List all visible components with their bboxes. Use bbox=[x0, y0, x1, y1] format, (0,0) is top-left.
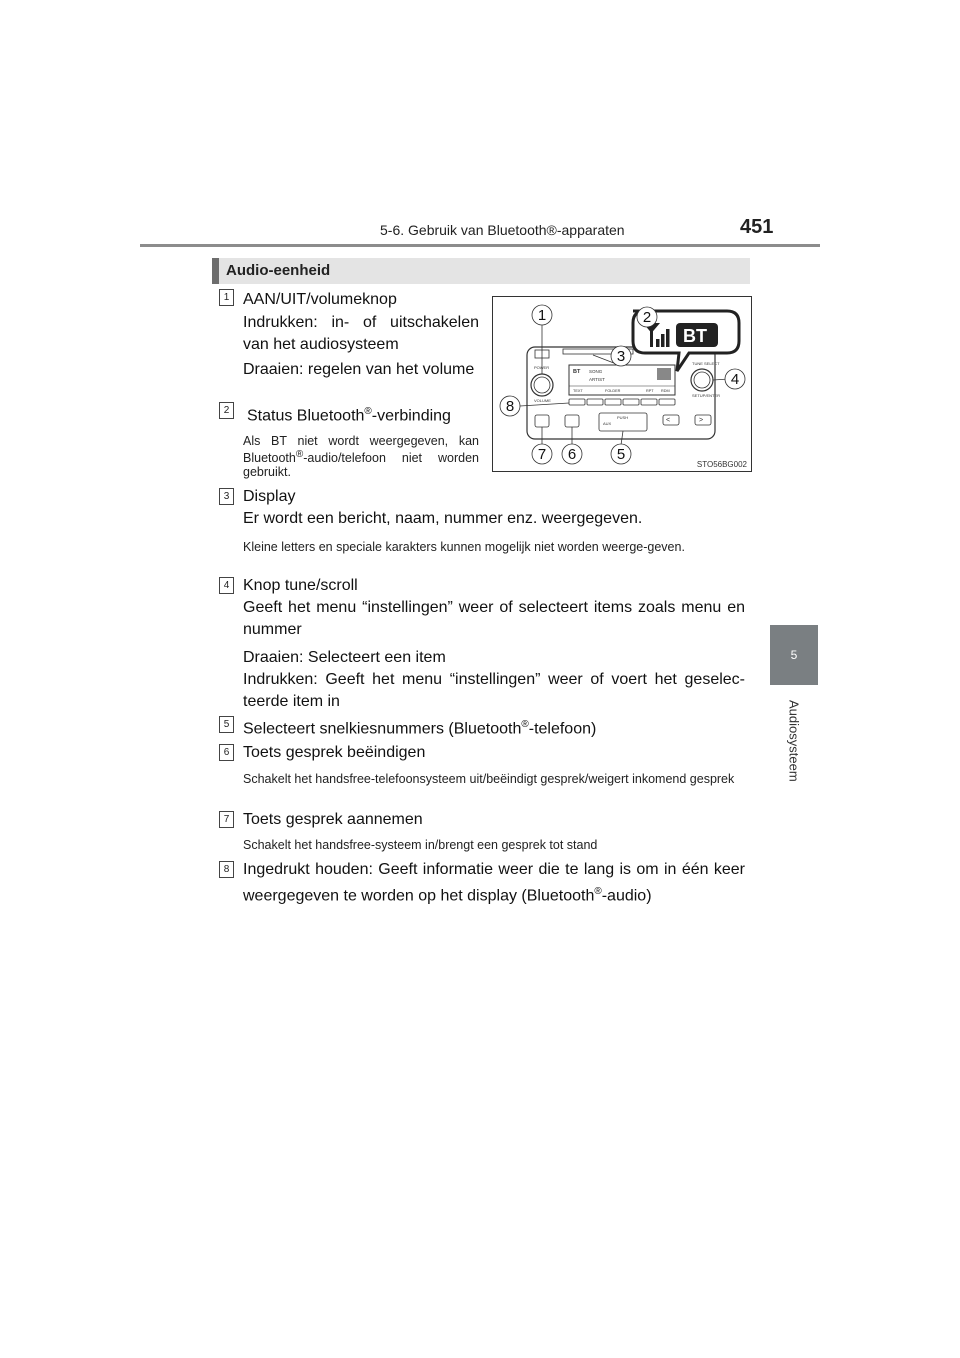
display-bt-text: BT bbox=[573, 369, 581, 375]
chapter-tab-label bbox=[771, 700, 817, 800]
item-number-8: 8 bbox=[219, 861, 234, 878]
callout-4: 4 bbox=[730, 371, 740, 388]
aux-label: AUX bbox=[603, 421, 612, 426]
section-title: Audio-eenheid bbox=[226, 262, 331, 279]
display-song: SONG bbox=[589, 369, 603, 374]
section-marker bbox=[212, 258, 219, 284]
item-3-title: Display bbox=[243, 488, 296, 505]
display-artist: ARTIST bbox=[589, 377, 605, 382]
item-8-pre: Ingedrukt houden: Geeft informatie weer die te lang is om in één keer weergegeven te worden op het display (Bluetooth bbox=[243, 861, 745, 905]
audio-unit-figure bbox=[492, 296, 752, 472]
item-number-6: 6 bbox=[219, 744, 234, 761]
item-4-turn: Draaien: Selecteert een item bbox=[243, 649, 446, 666]
item-3-note: Kleine letters en speciale karakters kunnen mogelijk niet worden weerge-geven. bbox=[243, 540, 685, 554]
header-divider bbox=[140, 244, 820, 247]
item-2-note-pre: Als BT niet wordt weergegeven, kan Bluetooth bbox=[243, 434, 479, 466]
item-6-title: Toets gesprek beëindigen bbox=[243, 744, 426, 761]
callout-6: 6 bbox=[567, 446, 577, 463]
item-2-title bbox=[247, 401, 479, 427]
svg-text:<: < bbox=[666, 417, 671, 424]
item-number-4: 4 bbox=[219, 577, 234, 594]
item-2-post: -verbinding bbox=[371, 407, 451, 425]
display-folder-label: FOLDER bbox=[605, 389, 621, 393]
chapter-tab-text: Audiosysteem bbox=[786, 700, 802, 782]
item-number-5: 5 bbox=[219, 716, 234, 733]
item-1-turn: Draaien: regelen van het volume bbox=[243, 361, 475, 378]
item-3 bbox=[243, 486, 745, 530]
display-text-label: TEXT bbox=[573, 389, 583, 393]
item-7-note: Schakelt het handsfree-systeem in/brengt een gesprek tot stand bbox=[243, 838, 598, 852]
callout-1: 1 bbox=[537, 307, 547, 324]
item-5-sup: ® bbox=[521, 719, 529, 730]
callout-5: 5 bbox=[616, 446, 626, 463]
setup-enter-label: SETUP/ENTER bbox=[692, 393, 721, 398]
item-8-title bbox=[243, 859, 745, 907]
item-5-post: -telefoon) bbox=[528, 720, 597, 738]
chapter-tab-number: 5 bbox=[770, 625, 818, 685]
item-8-post: -audio) bbox=[601, 887, 652, 905]
callout-3: 3 bbox=[616, 348, 626, 365]
item-7-title: Toets gesprek aannemen bbox=[243, 811, 423, 828]
volume-label: VOLUME bbox=[534, 398, 551, 403]
item-4-desc: Geeft het menu “instellingen” weer of selecteert items zoals menu en nummer bbox=[243, 599, 745, 638]
push-label: PUSH bbox=[617, 415, 629, 420]
item-4 bbox=[243, 575, 745, 713]
callout-8: 8 bbox=[505, 398, 515, 415]
item-number-3: 3 bbox=[219, 488, 234, 505]
item-2-sup: ® bbox=[364, 406, 372, 417]
tune-select-label: TUNE SELECT bbox=[692, 361, 720, 366]
display-rpt-label: RPT bbox=[646, 389, 654, 393]
svg-text:>: > bbox=[699, 417, 704, 424]
chapter-title: 5-6. Gebruik van Bluetooth®-apparaten bbox=[380, 222, 625, 238]
figure-code: STO56BG002 bbox=[696, 460, 747, 469]
section-heading-bar bbox=[212, 258, 750, 284]
item-1 bbox=[243, 289, 479, 381]
item-2-note-sup: ® bbox=[295, 449, 304, 460]
page-number: 451 bbox=[740, 216, 774, 238]
display-bt-indicator bbox=[657, 368, 671, 380]
item-number-7: 7 bbox=[219, 811, 234, 828]
item-2-note-post: -audio/telefoon niet worden gebruikt. bbox=[243, 451, 479, 480]
item-1-title: AAN/UIT/volumeknop bbox=[243, 291, 397, 308]
callout-7: 7 bbox=[537, 446, 547, 463]
item-number-1: 1 bbox=[219, 289, 234, 306]
item-4-press: Indrukken: Geeft het menu “instellingen” weer of voert het geselec-teerde item in bbox=[243, 671, 745, 710]
display-rdm-label: RDM bbox=[661, 389, 670, 393]
answer-call-button bbox=[565, 415, 579, 427]
item-2-note bbox=[243, 434, 479, 479]
item-6-note: Schakelt het handsfree-telefoonsysteem uit/beëindigt gesprek/weigert inkomend gesprek bbox=[243, 772, 735, 786]
item-2-pre: Status Bluetooth bbox=[247, 407, 365, 425]
item-5-title bbox=[243, 714, 745, 740]
item-4-title: Knop tune/scroll bbox=[243, 577, 358, 594]
callout-2: 2 bbox=[642, 309, 652, 326]
audio-unit-illustration bbox=[493, 297, 751, 471]
bt-badge-text: BT bbox=[683, 326, 707, 346]
item-3-desc: Er wordt een bericht, naam, nummer enz. weergegeven. bbox=[243, 510, 643, 527]
end-call-button bbox=[535, 415, 549, 427]
item-8-sup: ® bbox=[594, 886, 602, 897]
item-5-pre: Selecteert snelkiesnummers (Bluetooth bbox=[243, 720, 522, 738]
item-1-press: Indrukken: in- of uitschakelen van het audiosysteem bbox=[243, 314, 479, 353]
power-label: POWER bbox=[534, 365, 550, 370]
item-number-2: 2 bbox=[219, 402, 234, 419]
